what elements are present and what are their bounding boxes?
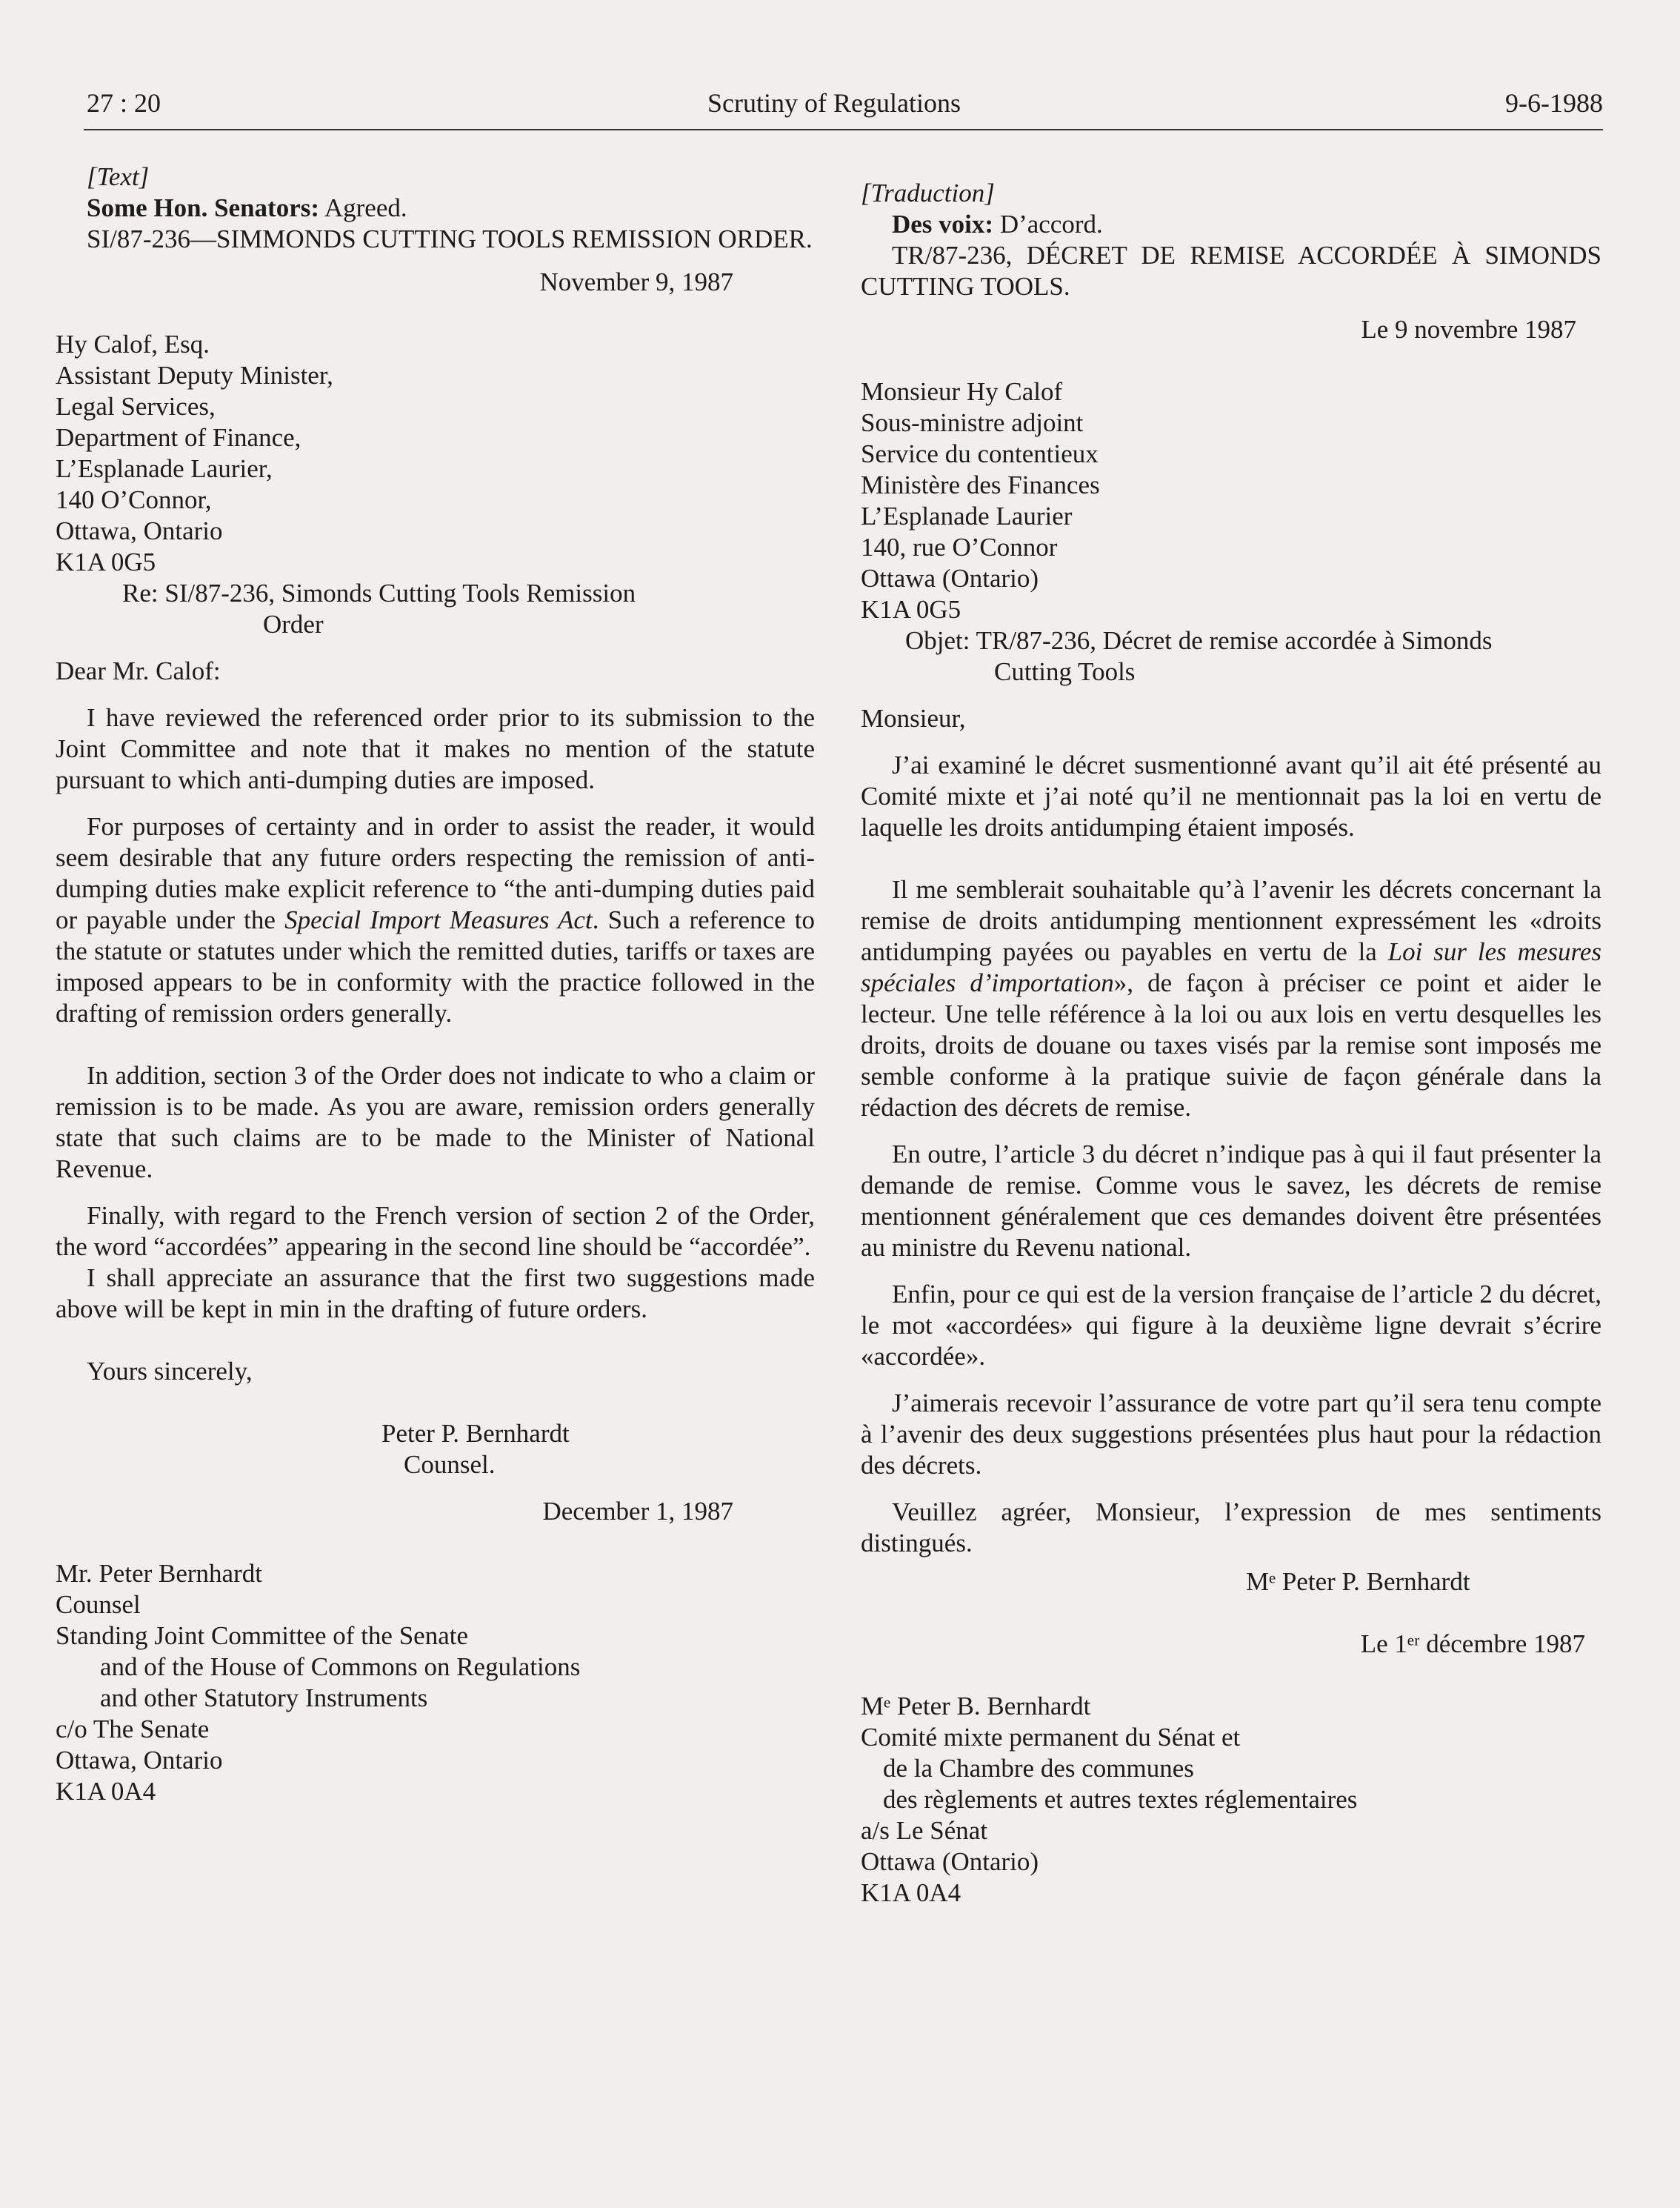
address-line: 140, rue O’Connor [861,533,1058,562]
address-line: Counsel [56,1590,141,1619]
running-title: Scrutiny of Regulations [707,88,961,118]
address-line: de la Chambre des communes [883,1754,1194,1783]
reply-date: December 1, 1987 [542,1497,733,1526]
speaker: Des voix: [892,210,994,239]
paragraph: I shall appreciate an assurance that the first two suggestions made above will be kept in min in the drafting of future orders. [56,1263,815,1323]
paragraph: Finally, with regard to the French version of section 2 of the Order, the word “accordées” appearing in the second line should be “accordée”. [56,1201,815,1261]
address-line: Ottawa, Ontario [56,516,223,545]
agreed-line [861,209,1601,240]
re-line-cont: Cutting Tools [994,657,1136,686]
reply-date: Le 1ᵉʳ décembre 1987 [1360,1629,1585,1658]
reply-addressee-block [861,1691,1601,1909]
paragraph: Enfin, pour ce qui est de la version française de l’article 2 du décret, le mot «accordées» qui figure à la deuxième ligne devrait s’écrire «accordée». [861,1280,1601,1371]
address-line: Hy Calof, Esq. [56,330,210,359]
address-line: L’Esplanade Laurier [861,502,1073,531]
address-line: L’Esplanade Laurier, [56,454,273,483]
signer-name: Mᵉ Peter P. Bernhardt [1246,1567,1470,1596]
paragraph: En outre, l’article 3 du décret n’indique pas à qui il faut présenter la demande de remise. Comme vous le savez, les décrets de remise mentionnent généralement que ces demandes doivent être présentées au ministre du Revenu national. [861,1140,1601,1262]
address-line: Ottawa, Ontario [56,1746,223,1775]
closing: Yours sincerely, [87,1357,253,1386]
addressee-block [861,376,1601,625]
act-title: Special Import Measures Act [284,905,593,934]
salutation: Dear Mr. Calof: [56,656,221,685]
paragraph: I have reviewed the referenced order prior to its submission to the Joint Committee and note that it makes no mention of the statute pursuant to which anti-dumping duties are imposed. [56,703,815,794]
address-line: Ottawa (Ontario) [861,564,1039,593]
address-line: Ministère des Finances [861,470,1100,499]
re-line: Objet: TR/87-236, Décret de remise accordée à Simonds [905,626,1493,655]
signer-name: Peter P. Bernhardt [381,1419,570,1448]
address-line: K1A 0G5 [861,595,961,624]
address-line: K1A 0A4 [56,1777,156,1806]
address-line: 140 O’Connor, [56,485,212,514]
address-line: Mr. Peter Bernhardt [56,1559,262,1588]
address-line: Monsieur Hy Calof [861,377,1063,406]
address-line: Sous-ministre adjoint [861,408,1084,437]
re-line: Re: SI/87-236, Simonds Cutting Tools Remission [122,579,636,608]
address-line: a/s Le Sénat [861,1816,988,1845]
page-number: 27 : 20 [87,88,161,118]
paragraph: In addition, section 3 of the Order does not indicate to who a claim or remission is to be made. As you are aware, remission orders generally state that such claims are to be made to the Minister of National Revenue. [56,1061,815,1183]
address-line: Comité mixte permanent du Sénat et [861,1723,1241,1752]
address-line: K1A 0G5 [56,548,156,576]
speech: Agreed. [319,193,407,222]
paragraph: Il me semblerait souhaitable qu’à l’avenir les décrets concernant la remise de droits antidumping mentionnent expressément les «droits antidumping payées ou payables en vertu de la Loi sur les mesures spéciales d’importation», de façon à préciser ce point et aider le lecteur. Une telle référence à la loi ou aux lois en vertu desquelles les droits, droits de douane ou taxes visés par la remise sont imposés me semble conforme à la pratique suivie de façon générale dans la rédaction des décrets de remise. [861,875,1601,1122]
french-column [861,178,1601,1909]
order-heading: SI/87-236—SIMMONDS CUTTING TOOLS REMISSION ORDER. [87,225,813,253]
order-heading: TR/87-236, DÉCRET DE REMISE ACCORDÉE À SIMONDS CUTTING TOOLS. [861,241,1601,301]
address-line: K1A 0A4 [861,1878,961,1907]
address-line: Legal Services, [56,392,216,421]
speech: D’accord. [993,210,1103,239]
address-line: Department of Finance, [56,423,301,452]
address-line: and of the House of Commons on Regulations [100,1652,581,1681]
letter-date: November 9, 1987 [539,267,733,296]
address-line: Standing Joint Committee of the Senate [56,1621,469,1650]
salutation: Monsieur, [861,704,966,733]
address-line: Assistant Deputy Minister, [56,361,333,390]
header-rule [84,129,1603,130]
paragraph: J’ai examiné le décret susmentionné avant qu’il ait été présenté au Comité mixte et j’ai noté qu’il ne mentionnait pas la loi en vertu de laquelle les droits antidumping étaient imposés. [861,751,1601,842]
letter-date: Le 9 novembre 1987 [1361,315,1576,344]
address-line: and other Statutory Instruments [100,1683,428,1712]
reply-addressee-block [56,1558,815,1807]
speaker: Some Hon. Senators: [87,193,320,222]
act-title: Loi sur les mesures spéciales d’importation [861,937,1601,997]
header-date: 9-6-1988 [1505,88,1603,118]
address-line: des règlements et autres textes réglementaires [883,1785,1358,1814]
signer-title: Counsel. [404,1450,496,1479]
addressee-block [56,329,815,578]
address-line: c/o The Senate [56,1715,210,1743]
address-line: Ottawa (Ontario) [861,1847,1039,1876]
address-line: Mᵉ Peter B. Bernhardt [861,1692,1091,1720]
paragraph: For purposes of certainty and in order to assist the reader, it would seem desirable that any future orders respecting the remission of anti-dumping duties make explicit reference to “the anti-dumping duties paid or payable under the Special Import Measures Act. Such a reference to the statute or statutes under which the remitted duties, tariffs or taxes are imposed appears to be in conformity with the practice followed in the drafting of remission orders generally. [56,812,815,1028]
closing: Veuillez agréer, Monsieur, l’expression de mes sentiments distingués. [861,1497,1601,1557]
translation-tag: [Traduction] [861,179,995,207]
address-line: Service du contentieux [861,439,1099,468]
re-line-cont: Order [263,610,324,639]
paragraph: J’aimerais recevoir l’assurance de votre part qu’il sera tenu compte à l’avenir des deux suggestions présentées plus haut pour la rédaction des décrets. [861,1389,1601,1480]
agreed-line [56,193,815,224]
text-tag: [Text] [87,162,150,191]
english-column [56,162,815,1807]
